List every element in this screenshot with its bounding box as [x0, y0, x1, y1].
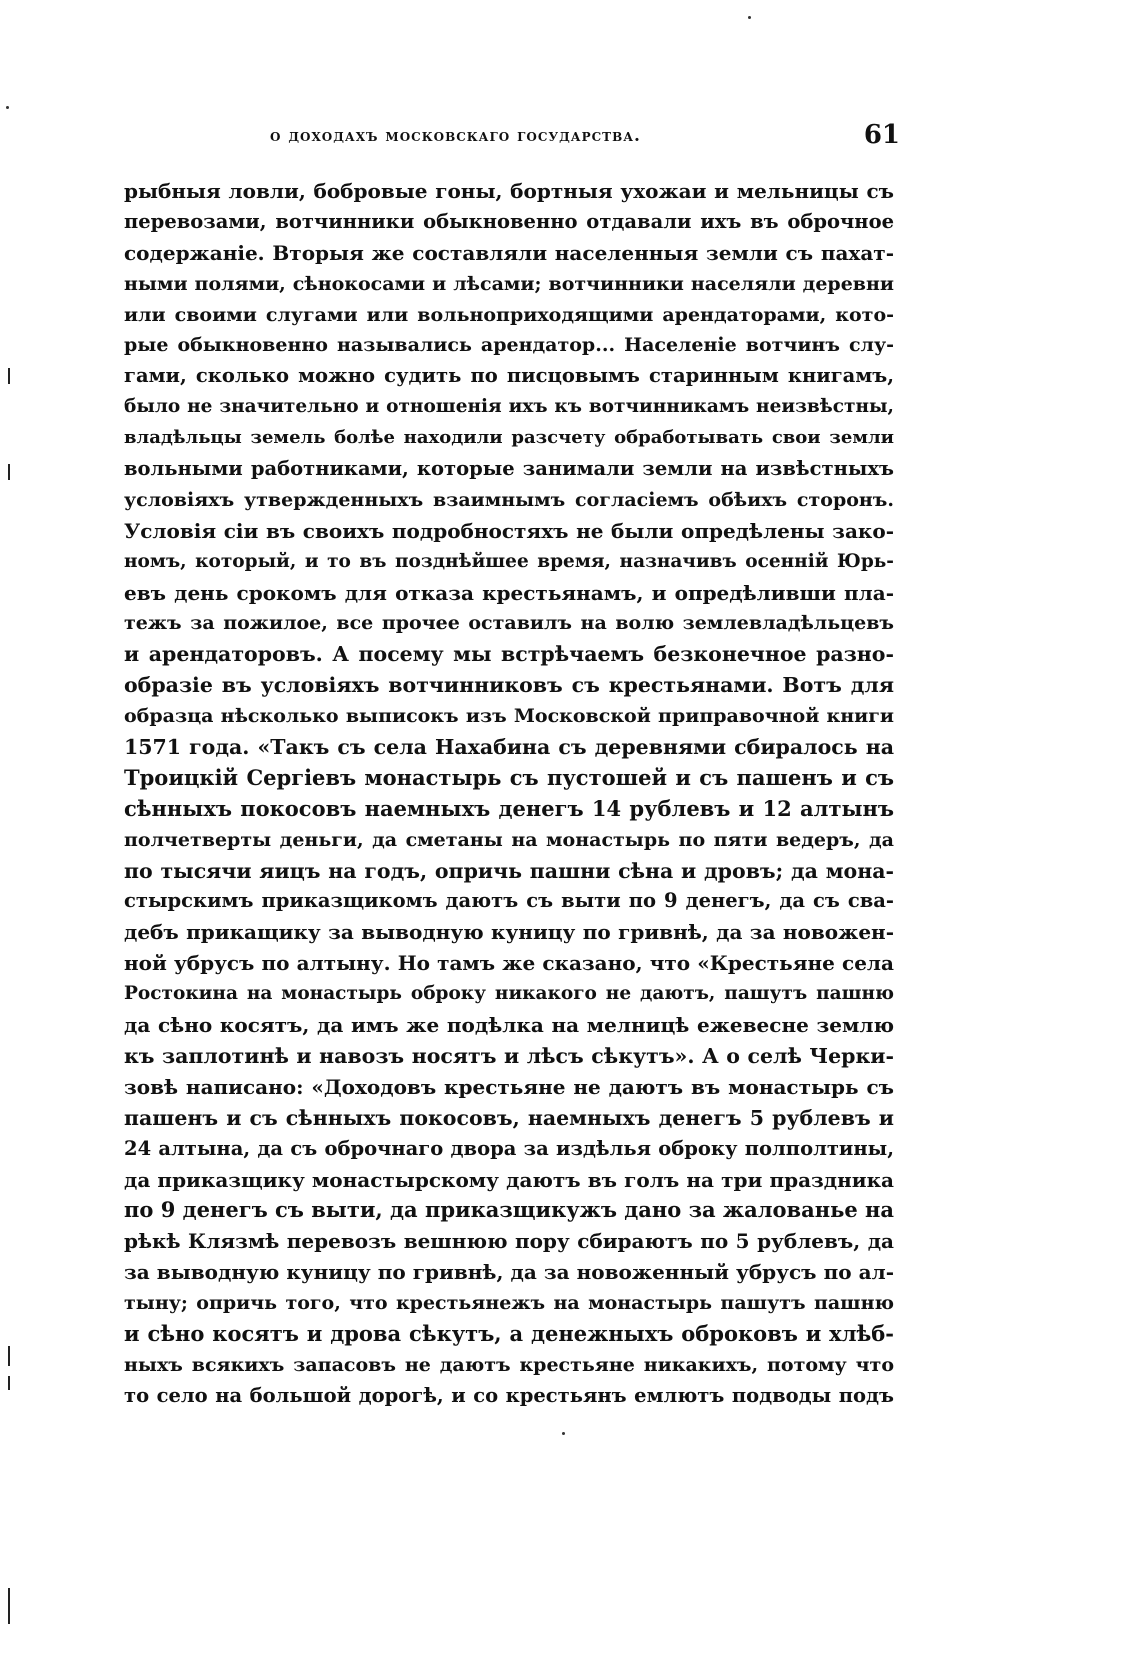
text-line: или своими слугами или вольноприходящими арендаторами, кото-	[124, 303, 894, 326]
text-line: рыбныя ловли, бобровые гоны, бортныя ухожаи и мельницы съ	[124, 179, 894, 203]
text-line: номъ, который, и то въ позднѣйшее время, назначивъ осенній Юрь-	[124, 550, 894, 572]
text-line: евъ день срокомъ для отказа крестьянамъ, и опредѣливши пла-	[124, 580, 894, 605]
text-line: ными полями, сѣнокосами и лѣсами; вотчинники населяли деревни	[124, 272, 894, 295]
text-line: тыну; опричь того, что крестьянежъ на монастырь пашутъ пашню	[124, 1292, 894, 1315]
text-line: вольными работниками, которые занимали земли на извѣстныхъ	[124, 457, 894, 481]
text-line: 24 алтына, да съ оброчнаго двора за издѣлья оброку полполтины,	[124, 1136, 894, 1160]
text-line: тежъ за пожилое, все прочее оставилъ на волю землевладѣльцевъ	[124, 612, 894, 635]
body-text	[124, 176, 894, 1412]
text-line: Условія сіи въ своихъ подробностяхъ не были опредѣлены зако-	[124, 518, 894, 543]
text-line: да приказщику монастырскому даютъ въ голъ на три праздника	[124, 1167, 894, 1192]
text-line: условіяхъ утвержденныхъ взаимнымъ согласіемъ обѣихъ сторонъ.	[124, 488, 894, 511]
scan-margin-mark	[8, 1346, 10, 1366]
page-number: 61	[863, 120, 900, 150]
text-line: рые обыкновенно назывались арендатор... Населеніе вотчинъ слу-	[124, 334, 894, 357]
text-line: за выводную куницу по гривнѣ, да за новоженный убрусъ по ал-	[124, 1260, 894, 1285]
text-line: перевозами, вотчинники обыкновенно отдавали ихъ въ оброчное	[124, 209, 894, 233]
text-line: да сѣно косятъ, да имъ же подѣлка на мелницѣ ежевесне землю	[124, 1013, 894, 1038]
text-line: къ заплотинѣ и навозъ носятъ и лѣсъ сѣкутъ». А о селѣ Черки-	[124, 1043, 894, 1068]
text-line: стырскимъ приказщикомъ даютъ съ выти по 9 денегъ, да съ сва-	[124, 889, 894, 913]
text-line: образца нѣсколько выписокъ изъ Московской приправочной книги	[124, 705, 894, 728]
running-title: о доходахъ московскаго государства.	[270, 126, 641, 146]
text-line: по 9 денегъ съ выти, да приказщикужъ дано за жалованье на	[124, 1197, 894, 1223]
text-line: содержаніе. Вторыя же составляли населенныя земли съ пахат-	[124, 240, 894, 265]
text-line: то село на большой дорогѣ, и со крестьянъ емлютъ подводы подъ	[124, 1383, 894, 1407]
text-line: ныхъ всякихъ запасовъ не даютъ крестьяне никакихъ, потому что	[124, 1353, 894, 1376]
text-line: и сѣно косятъ и дрова сѣкутъ, а денежныхъ оброковъ и хлѣб-	[124, 1320, 894, 1346]
text-line: Ростокина на монастырь оброку никакого не даютъ, пашутъ пашню	[124, 983, 894, 1005]
text-line: и арендаторовъ. А посему мы встрѣчаемъ безконечное разно-	[124, 642, 894, 667]
text-line: владѣльцы земель болѣе находили разсчету обработывать свои земли	[124, 427, 894, 449]
text-line: Троицкій Сергіевъ монастырь съ пустошей и съ пашенъ и съ	[124, 764, 894, 790]
scan-margin-mark	[8, 1588, 10, 1624]
text-line: зовѣ написано: «Доходовъ крестьяне не даютъ въ монастырь съ	[124, 1074, 894, 1099]
page-header	[100, 120, 900, 160]
scan-margin-mark	[8, 1376, 10, 1390]
scan-speck	[748, 16, 751, 19]
text-line: пашенъ и съ сѣнныхъ покосовъ, наемныхъ денегъ 5 рублевъ и	[124, 1105, 894, 1130]
scan-speck	[6, 106, 9, 109]
text-line: гами, сколько можно судить по писцовымъ старинным книгамъ,	[124, 364, 894, 388]
text-line: по тысячи яицъ на годъ, опричь пашни сѣна и дровъ; да мона-	[124, 858, 894, 883]
text-line: полчетверты деньги, да сметаны на монастырь по пяти ведеръ, да	[124, 828, 894, 851]
scan-margin-mark	[8, 464, 10, 480]
text-line: было не значительно и отношенія ихъ къ вотчинникамъ неизвѣстны,	[124, 396, 894, 418]
text-line: сѣнныхъ покосовъ наемныхъ денегъ 14 рублевъ и 12 алтынъ	[124, 795, 894, 821]
text-line: образіе въ условіяхъ вотчинниковъ съ крестьянами. Вотъ для	[124, 673, 894, 698]
scan-speck	[562, 1432, 565, 1435]
text-line: 1571 года. «Такъ съ села Нахабина съ деревнями сбиралось на	[124, 735, 894, 760]
text-line: рѣкѣ Клязмѣ перевозъ вешнюю пору сбираютъ по 5 рублевъ, да	[124, 1229, 894, 1254]
text-line: дебъ прикащику за выводную куницу по гривнѣ, да за новожен-	[124, 920, 894, 945]
text-line: ной убрусъ по алтыну. Но тамъ же сказано, что «Крестьяне села	[124, 951, 894, 976]
scan-margin-mark	[8, 368, 10, 384]
